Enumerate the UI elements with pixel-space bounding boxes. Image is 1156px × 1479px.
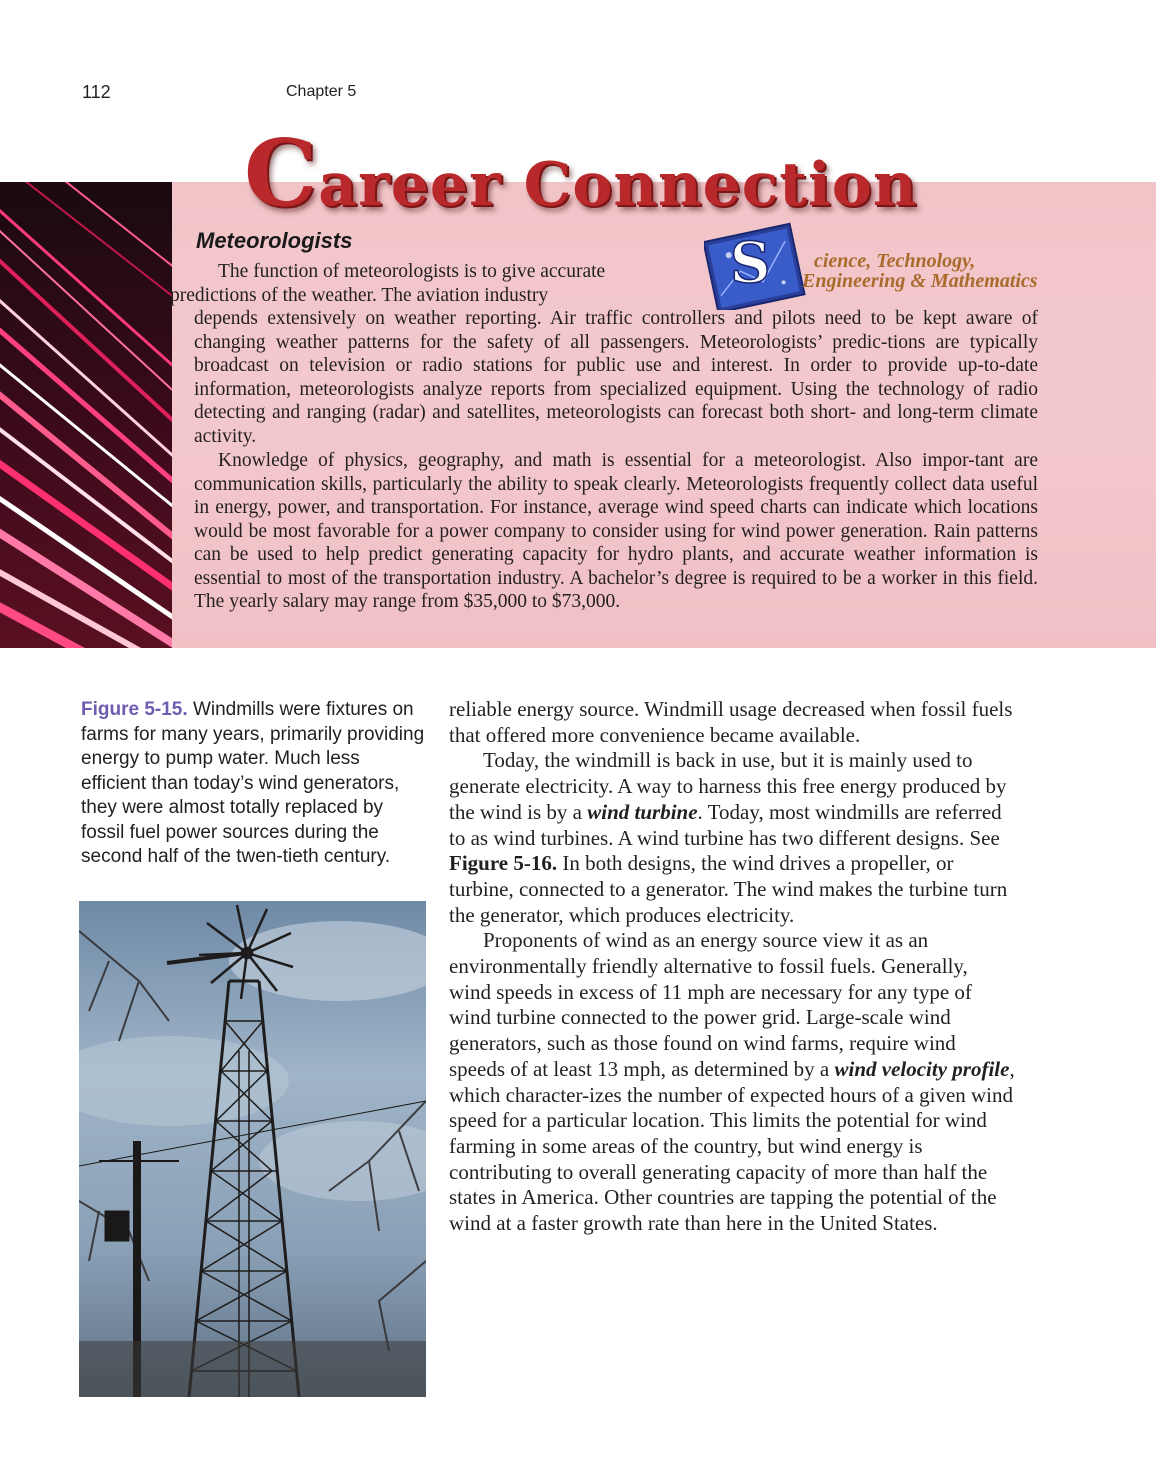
figure-caption <box>81 698 427 870</box>
body-paragraph-3 <box>449 928 1015 1236</box>
body-text: Today, the windmill is back in use, but it is mainly used to generate electricity. A way to harness this free energy produced by the wind is by a <box>449 748 1007 824</box>
key-term: wind turbine <box>587 799 698 824</box>
figure-caption-text: Windmills were fixtures on farms for many years, primarily providing energy to pump water. Much less efficient than today’s wind generators, they were almost totally replaced by fossil fuel power sources during the second half of the twen-tieth century. <box>81 699 425 867</box>
career-paragraph-1-intro <box>170 260 674 307</box>
career-paragraph-1-rest: depends extensively on weather reporting. Air traffic controllers and pilots need to be kept aware of changing weather patterns for the safety of all passengers. Meteorologists’ predic-tions are typically broadcast on television or radio stations for public use and interest. In order to provide up-to-date information, meteorologists analyze reports from specialized equipment. Using the technology of radio detecting and ranging (radar) and satellites, meteorologists can forecast both short- and long-term climate activity. <box>194 308 1038 447</box>
stem-logo-line2: Engineering & Mathematics <box>802 270 1038 292</box>
career-line: predictions of the weather. The aviation industry <box>170 284 549 306</box>
section-heading: Meteorologists <box>196 228 353 253</box>
page-number: 112 <box>82 82 111 102</box>
title-rest: areer Connection <box>318 150 918 220</box>
light-trails-image <box>0 182 172 648</box>
body-paragraph-2 <box>449 748 1015 928</box>
body-text: Proponents of wind as an energy source view it as an environmentally friendly alternative to fossil fuels. Generally, wind speeds in excess of 11 mph are necessary for any type of wind turbine connected to the power grid. Large-scale wind generators, such as those found on wind farms, require wind speeds of at least 13 mph, as determined by a <box>449 928 972 1081</box>
title-initial: C <box>244 119 319 227</box>
body-text: . Today, most windmills are referred to as wind turbines. A wind turbine has two different designs. See <box>449 799 1002 850</box>
career-line: The function of meteorologists is to give accurate <box>218 261 606 282</box>
body-text: , which character-izes the number of expected hours of a given wind speed for a particular location. This limits the potential for wind farming in some areas of the country, but wind energy is contributing to overall generating capacity of more than half the states in America. Other countries are tapping the potential of the wind at a faster growth rate than here in the United States. <box>449 1056 1015 1236</box>
career-paragraph-2: Knowledge of physics, geography, and math is essential for a meteorologist. Also impor-tant are communication skills, particularly the ability to speak clearly. Meteorologists frequently collect data useful in energy, power, and transportation. For instance, average wind speed charts can indicate which locations would be most favorable for a power company to consider using for wind power generation. Rain patterns can be used to help predict generating capacity for hydro plants, and accurate weather information is essential to most of the transportation industry. A bachelor’s degree is required to be a worker in this field. The yearly salary may range from $35,000 to $73,000. <box>194 450 1038 612</box>
body-column <box>449 697 1015 1237</box>
stem-logo-letter: S <box>730 230 771 296</box>
stem-logo-line1: cience, Technology, <box>814 250 976 272</box>
key-term: wind velocity profile <box>834 1056 1010 1081</box>
body-paragraph-1: reliable energy source. Windmill usage decreased when fossil fuels that offered more convenience became available. <box>449 697 1013 747</box>
figure-reference: Figure 5-16. <box>449 851 558 876</box>
figure-label: Figure 5-15. <box>81 699 188 720</box>
windmill-photo <box>79 901 426 1397</box>
chapter-label: Chapter 5 <box>286 83 357 100</box>
body-text: In both designs, the wind drives a propeller, or turbine, connected to a generator. The wind makes the turbine turn the generator, which produces electricity. <box>449 851 1008 927</box>
career-connection-title <box>244 118 944 228</box>
